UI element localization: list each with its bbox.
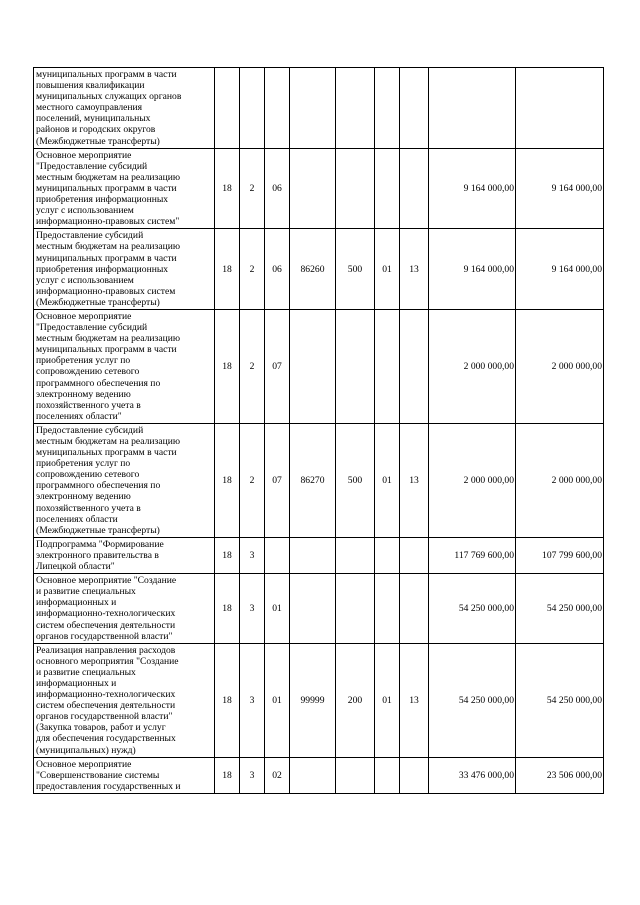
direction-code-cell: 86270 [290, 423, 336, 537]
amount-first-year-cell: 9 164 000,00 [429, 229, 516, 310]
subprogram-code-cell: 3 [240, 537, 265, 573]
amount-second-year-cell: 9 164 000,00 [516, 148, 604, 229]
amount-second-year-cell: 23 506 000,00 [516, 757, 604, 793]
section-cell [375, 148, 400, 229]
activity-code-cell: 06 [265, 148, 290, 229]
amount-second-year-cell: 54 250 000,00 [516, 574, 604, 644]
subsection-cell: 13 [400, 643, 429, 757]
amount-first-year-cell: 54 250 000,00 [429, 643, 516, 757]
amount-first-year-cell: 117 769 600,00 [429, 537, 516, 573]
amount-first-year-cell [429, 68, 516, 149]
amount-first-year-cell: 2 000 000,00 [429, 423, 516, 537]
activity-code-cell: 02 [265, 757, 290, 793]
activity-code-cell: 07 [265, 309, 290, 423]
direction-code-cell: 86260 [290, 229, 336, 310]
table-row [34, 574, 604, 644]
activity-code-cell: 01 [265, 643, 290, 757]
amount-first-year-cell: 2 000 000,00 [429, 309, 516, 423]
subsection-cell [400, 537, 429, 573]
subprogram-code-cell: 2 [240, 309, 265, 423]
row-name-cell: Основное мероприятие "Создание и развитие специальных информационных и информационно-технологических систем обеспечения деятельности органов государственной власти" [34, 574, 215, 644]
program-code-cell: 18 [215, 574, 240, 644]
subprogram-code-cell: 2 [240, 229, 265, 310]
row-name-cell: Подпрограмма "Формирование электронного правительства в Липецкой области" [34, 537, 215, 573]
row-name-cell: Предоставление субсидий местным бюджетам на реализацию муниципальных программ в части приобретения услуг по сопровождению сетевого программного обеспечения по электронному ведению похозяйственного учета в поселениях области (Межбюджетные трансферты) [34, 423, 215, 537]
amount-second-year-cell: 107 799 600,00 [516, 537, 604, 573]
amount-second-year-cell: 9 164 000,00 [516, 229, 604, 310]
expense-type-cell [336, 757, 375, 793]
expense-type-cell [336, 148, 375, 229]
subsection-cell [400, 574, 429, 644]
expense-type-cell [336, 68, 375, 149]
table-row [34, 229, 604, 310]
expense-type-cell [336, 537, 375, 573]
table-row [34, 309, 604, 423]
direction-code-cell [290, 68, 336, 149]
subprogram-code-cell: 2 [240, 423, 265, 537]
section-cell [375, 574, 400, 644]
direction-code-cell [290, 309, 336, 423]
amount-first-year-cell: 9 164 000,00 [429, 148, 516, 229]
direction-code-cell [290, 148, 336, 229]
subprogram-code-cell: 3 [240, 643, 265, 757]
amount-second-year-cell: 54 250 000,00 [516, 643, 604, 757]
program-code-cell: 18 [215, 309, 240, 423]
program-code-cell: 18 [215, 643, 240, 757]
row-name-cell: Предоставление субсидий местным бюджетам на реализацию муниципальных программ в части приобретения информационных услуг с использованием информационно-правовых систем (Межбюджетные трансферты) [34, 229, 215, 310]
direction-code-cell [290, 537, 336, 573]
subsection-cell: 13 [400, 423, 429, 537]
expense-type-cell: 200 [336, 643, 375, 757]
section-cell [375, 309, 400, 423]
section-cell [375, 68, 400, 149]
program-code-cell: 18 [215, 148, 240, 229]
subprogram-code-cell: 3 [240, 757, 265, 793]
activity-code-cell [265, 68, 290, 149]
direction-code-cell [290, 757, 336, 793]
activity-code-cell [265, 537, 290, 573]
direction-code-cell [290, 574, 336, 644]
expense-type-cell [336, 309, 375, 423]
amount-second-year-cell [516, 68, 604, 149]
program-code-cell [215, 68, 240, 149]
table-row [34, 643, 604, 757]
subprogram-code-cell [240, 68, 265, 149]
section-cell: 01 [375, 643, 400, 757]
activity-code-cell: 06 [265, 229, 290, 310]
row-name-cell: муниципальных программ в части повышения квалификации муниципальных служащих органов местного самоуправления поселений, муниципальных районов и городских округов (Межбюджетные трансферты) [34, 68, 215, 149]
subsection-cell [400, 68, 429, 149]
expense-type-cell: 500 [336, 423, 375, 537]
row-name-cell: Основное мероприятие "Совершенствование системы предоставления государственных и [34, 757, 215, 793]
subsection-cell [400, 309, 429, 423]
table-row [34, 757, 604, 793]
program-code-cell: 18 [215, 423, 240, 537]
section-cell [375, 537, 400, 573]
direction-code-cell: 99999 [290, 643, 336, 757]
program-code-cell: 18 [215, 229, 240, 310]
subsection-cell [400, 148, 429, 229]
table-row [34, 148, 604, 229]
subprogram-code-cell: 2 [240, 148, 265, 229]
amount-second-year-cell: 2 000 000,00 [516, 309, 604, 423]
row-name-cell: Реализация направления расходов основного мероприятия "Создание и развитие специальных информационных и информационно-технологических систем обеспечения деятельности органов государственной власти" (Закупка товаров, работ и услуг для обеспечения государственных (муниципальных) нужд) [34, 643, 215, 757]
expense-type-cell [336, 574, 375, 644]
program-code-cell: 18 [215, 537, 240, 573]
table-row [34, 423, 604, 537]
section-cell [375, 757, 400, 793]
budget-table [33, 67, 604, 794]
table-row [34, 68, 604, 149]
budget-table-body [34, 68, 604, 794]
subsection-cell [400, 757, 429, 793]
program-code-cell: 18 [215, 757, 240, 793]
row-name-cell: Основное мероприятие "Предоставление субсидий местным бюджетам на реализацию муниципальных программ в части приобретения информационных услуг с использованием информационно-правовых систем" [34, 148, 215, 229]
expense-type-cell: 500 [336, 229, 375, 310]
row-name-cell: Основное мероприятие "Предоставление субсидий местным бюджетам на реализацию муниципальных программ в части приобретения услуг по сопровождению сетевого программного обеспечения по электронному ведению похозяйственного учета в поселениях области" [34, 309, 215, 423]
section-cell: 01 [375, 229, 400, 310]
amount-first-year-cell: 54 250 000,00 [429, 574, 516, 644]
amount-first-year-cell: 33 476 000,00 [429, 757, 516, 793]
amount-second-year-cell: 2 000 000,00 [516, 423, 604, 537]
section-cell: 01 [375, 423, 400, 537]
table-row [34, 537, 604, 573]
activity-code-cell: 07 [265, 423, 290, 537]
activity-code-cell: 01 [265, 574, 290, 644]
subprogram-code-cell: 3 [240, 574, 265, 644]
subsection-cell: 13 [400, 229, 429, 310]
